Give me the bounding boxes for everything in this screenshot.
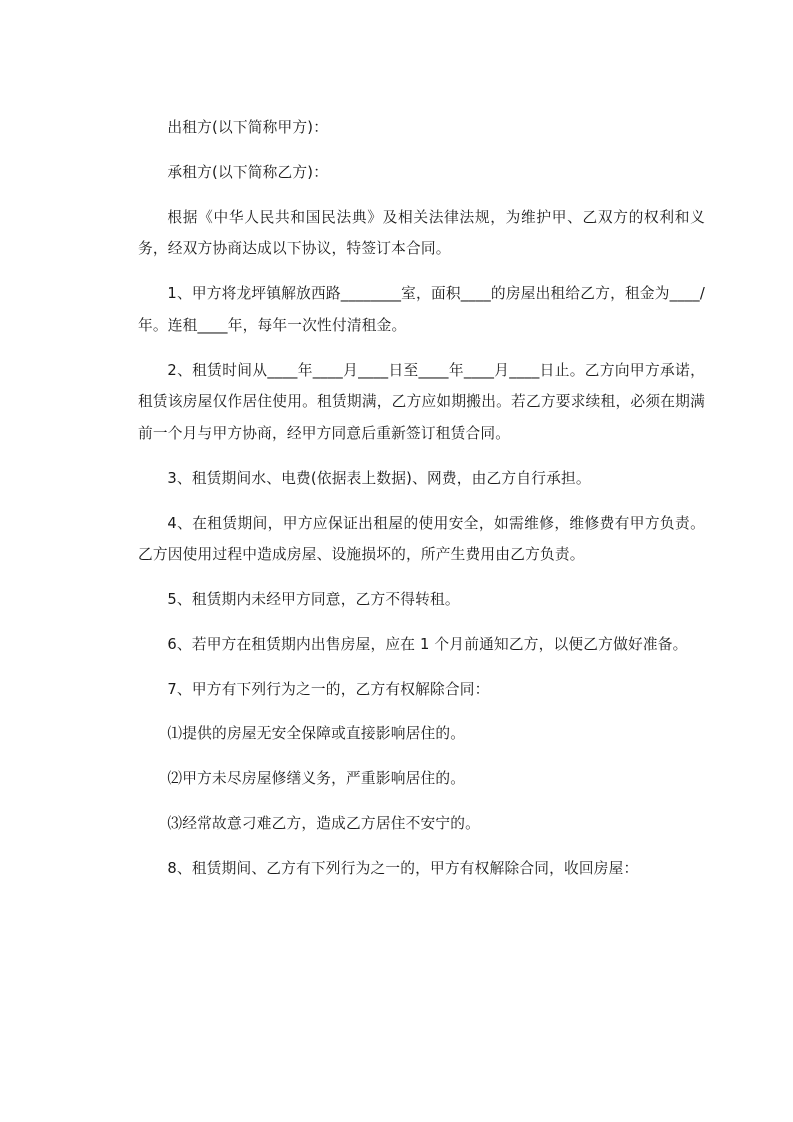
paragraph-clause-5: 5、租赁期内未经甲方同意，乙方不得转租。 bbox=[167, 591, 460, 608]
paragraph-clause-6: 6、若甲方在租赁期内出售房屋，应在 1 个月前通知乙方，以便乙方做好准备。 bbox=[167, 635, 688, 653]
paragraph-lessee: 承租方(以下简称乙方)： bbox=[167, 163, 329, 181]
paragraph-preamble: 根据《中华人民共和国民法典》及相关法律法规，为维护甲、乙双方的权利和义务，经双方协商达成以下协议，特签订本合同。 bbox=[138, 208, 705, 258]
document-body bbox=[138, 112, 705, 884]
paragraph-clause-7-item-2: ⑵甲方未尽房屋修缮义务，严重影响居住的。 bbox=[167, 770, 466, 787]
paragraph-lessor: 出租方(以下简称甲方)： bbox=[167, 119, 329, 136]
paragraph-clause-4: 4、在租赁期间，甲方应保证出租屋的使用安全，如需维修，维修费有甲方负责。乙方因使用过程中造成房屋、设施损坏的，所产生费用由乙方负责。 bbox=[138, 514, 705, 564]
paragraph-clause-8: 8、租赁期间、乙方有下列行为之一的，甲方有权解除合同，收回房屋： bbox=[167, 859, 639, 877]
paragraph-clause-7-item-3: ⑶经常故意刁难乙方，造成乙方居住不安宁的。 bbox=[167, 814, 481, 832]
paragraph-clause-7: 7、甲方有下列行为之一的，乙方有权解除合同： bbox=[167, 680, 490, 698]
paragraph-clause-3: 3、租赁期间水、电费(依据表上数据)、网费，由乙方自行承担。 bbox=[167, 469, 591, 487]
paragraph-clause-1: 1、甲方将龙坪镇解放西路________室，面积____的房屋出租给乙方，租金为____/年。连租____年，每年一次性付清租金。 bbox=[138, 285, 705, 334]
paragraph-clause-7-item-1: ⑴提供的房屋无安全保障或直接影响居住的。 bbox=[167, 725, 466, 743]
paragraph-clause-2: 2、租赁时间从____年____月____日至____年____月____日止。乙方向甲方承诺，租赁该房屋仅作居住使用。租赁期满，乙方应如期搬出。若乙方要求续租，必须在期满前一个月与甲方协商，经甲方同意后重新签订租赁合同。 bbox=[138, 361, 705, 442]
